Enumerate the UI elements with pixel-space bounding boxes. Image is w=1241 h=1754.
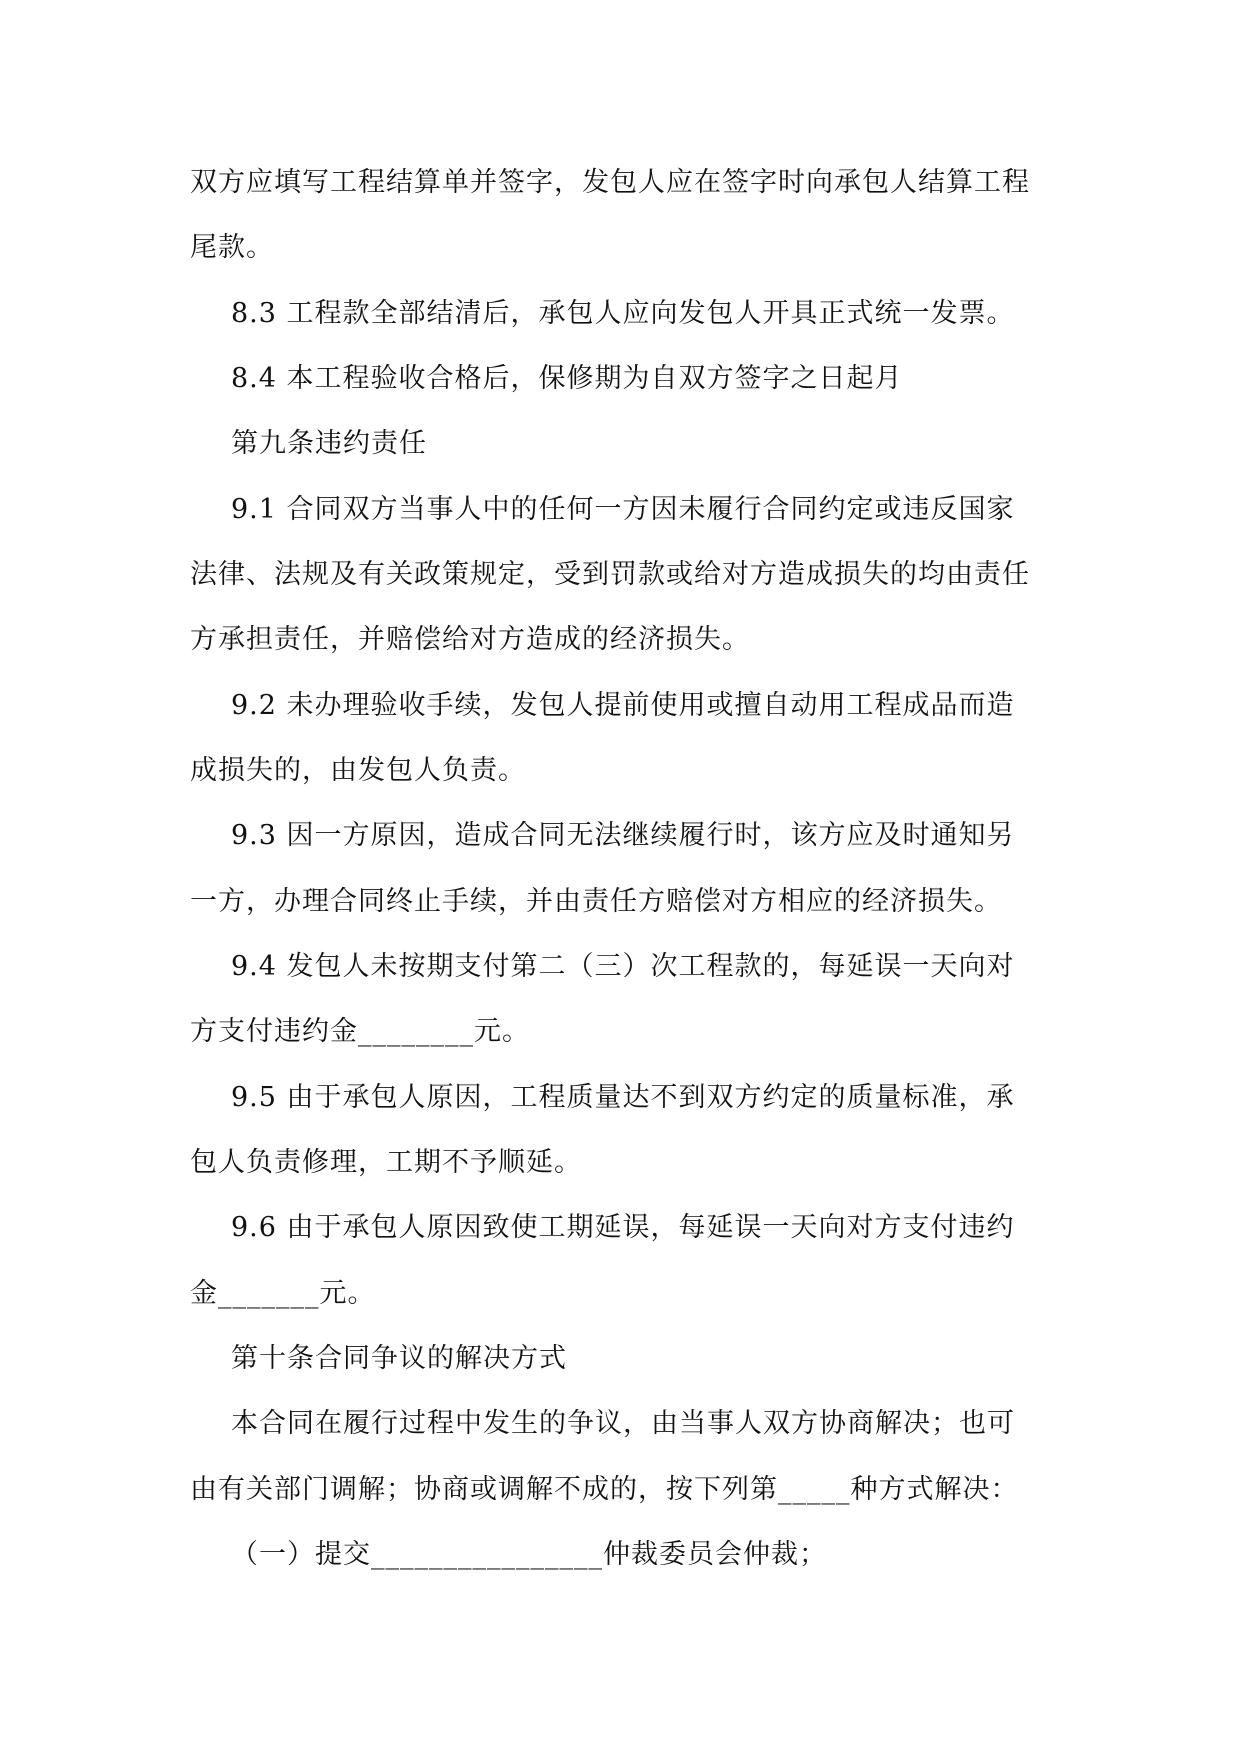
article-10-heading: 第十条合同争议的解决方式 — [231, 1343, 567, 1374]
clause-9-3-cont: 一方，办理合同终止手续，并由责任方赔偿对方相应的经济损失。 — [190, 886, 1002, 917]
article-10-text: 本合同在履行过程中发生的争议，由当事人双方协商解决；也可 — [231, 1408, 1015, 1439]
clause-9-4-cont: 方支付违约金________元。 — [190, 1016, 530, 1047]
clause-9-1: 9.1 合同双方当事人中的任何一方因未履行合同约定或违反国家 — [231, 494, 1015, 525]
clause-9-2: 9.2 未办理验收手续，发包人提前使用或擅自动用工程成品而造 — [231, 690, 1015, 721]
text-line-1: 双方应填写工程结算单并签字，发包人应在签字时向承包人结算工程 — [190, 167, 1030, 198]
clause-9-5: 9.5 由于承包人原因，工程质量达不到双方约定的质量标准，承 — [231, 1082, 1015, 1113]
clause-9-2-cont: 成损失的，由发包人负责。 — [190, 755, 526, 786]
clause-9-6: 9.6 由于承包人原因致使工期延误，每延误一天向对方支付违约 — [231, 1212, 1015, 1243]
clause-9-5-cont: 包人负责修理，工期不予顺延。 — [190, 1147, 582, 1178]
option-1-line: （一）提交________________仲裁委员会仲裁； — [231, 1539, 827, 1570]
clause-8-4: 8.4 本工程验收合格后，保修期为自双方签字之日起月 — [231, 363, 903, 394]
text-line-2: 尾款。 — [190, 232, 274, 263]
clause-9-3: 9.3 因一方原因，造成合同无法继续履行时，该方应及时通知另 — [231, 820, 1015, 851]
clause-8-3: 8.3 工程款全部结清后，承包人应向发包人开具正式统一发票。 — [231, 298, 1015, 329]
clause-9-6-cont: 金_______元。 — [190, 1278, 376, 1309]
article-10-text-cont: 由有关部门调解；协商或调解不成的，按下列第_____种方式解决： — [190, 1474, 1019, 1505]
clause-9-1-cont-2: 方承担责任，并赔偿给对方造成的经济损失。 — [190, 624, 750, 655]
article-9-heading: 第九条违约责任 — [231, 428, 427, 459]
clause-9-1-cont-1: 法律、法规及有关政策规定，受到罚款或给对方造成损失的均由责任 — [190, 559, 1030, 590]
clause-9-4: 9.4 发包人未按期支付第二（三）次工程款的，每延误一天向对 — [231, 951, 1015, 982]
